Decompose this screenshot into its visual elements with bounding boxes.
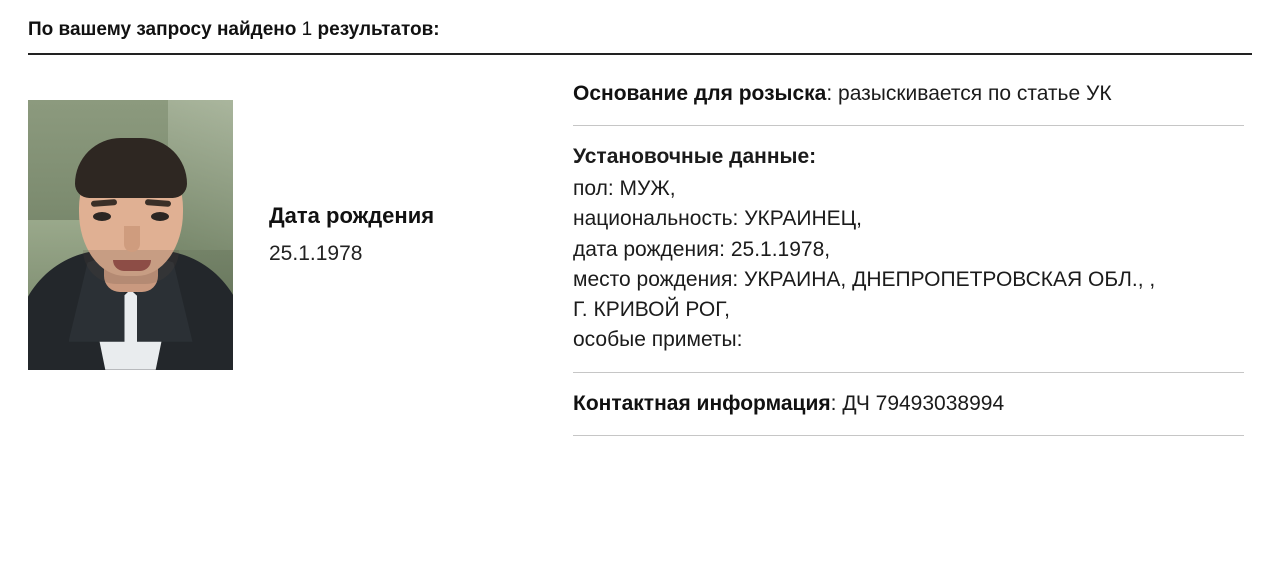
photo-nose <box>124 226 140 252</box>
search-reason-label: Основание для розыска <box>573 81 827 105</box>
identity-line: Г. КРИВОЙ РОГ, <box>573 298 730 322</box>
results-count-number: 1 <box>301 19 313 40</box>
results-count-prefix: По вашему запросу найдено <box>28 19 297 40</box>
search-reason-field <box>573 75 1244 119</box>
divider-after-identity <box>573 372 1244 373</box>
identity-line: пол: МУЖ, <box>573 177 676 201</box>
search-reason-separator: : <box>826 81 833 105</box>
divider-after-reason <box>573 125 1244 126</box>
results-count-header <box>0 0 1280 53</box>
date-of-birth-label: Дата рождения <box>269 203 435 229</box>
record-left-column <box>28 55 573 370</box>
search-reason-value: разыскивается по статье УК <box>838 81 1112 105</box>
identity-line: место рождения: УКРАИНА, ДНЕПРОПЕТРОВСКАЯ ОБЛ., , <box>573 267 1156 291</box>
contact-info-field <box>573 385 1244 429</box>
photo-eye-right <box>151 212 169 221</box>
identity-line: дата рождения: 25.1.1978, <box>573 237 831 261</box>
identity-line: национальность: УКРАИНЕЦ, <box>573 207 863 231</box>
results-count-suffix: результатов: <box>317 19 440 40</box>
contact-info-value: ДЧ 79493038994 <box>842 391 1005 415</box>
contact-info-separator: : <box>830 391 837 415</box>
date-of-birth-value: 25.1.1978 <box>269 242 363 266</box>
identity-data-lines <box>573 174 1244 355</box>
date-of-birth-block <box>233 199 434 270</box>
divider-after-contact <box>573 435 1244 436</box>
record-right-column <box>573 55 1252 448</box>
wanted-person-record <box>0 55 1280 448</box>
identity-data-field <box>573 138 1244 366</box>
contact-info-label: Контактная информация <box>573 391 831 415</box>
photo-eye-left <box>93 212 111 221</box>
person-photo <box>28 100 233 370</box>
identity-line: особые приметы: <box>573 328 743 352</box>
photo-mouth <box>113 260 151 271</box>
identity-data-title: Установочные данные: <box>573 144 817 168</box>
